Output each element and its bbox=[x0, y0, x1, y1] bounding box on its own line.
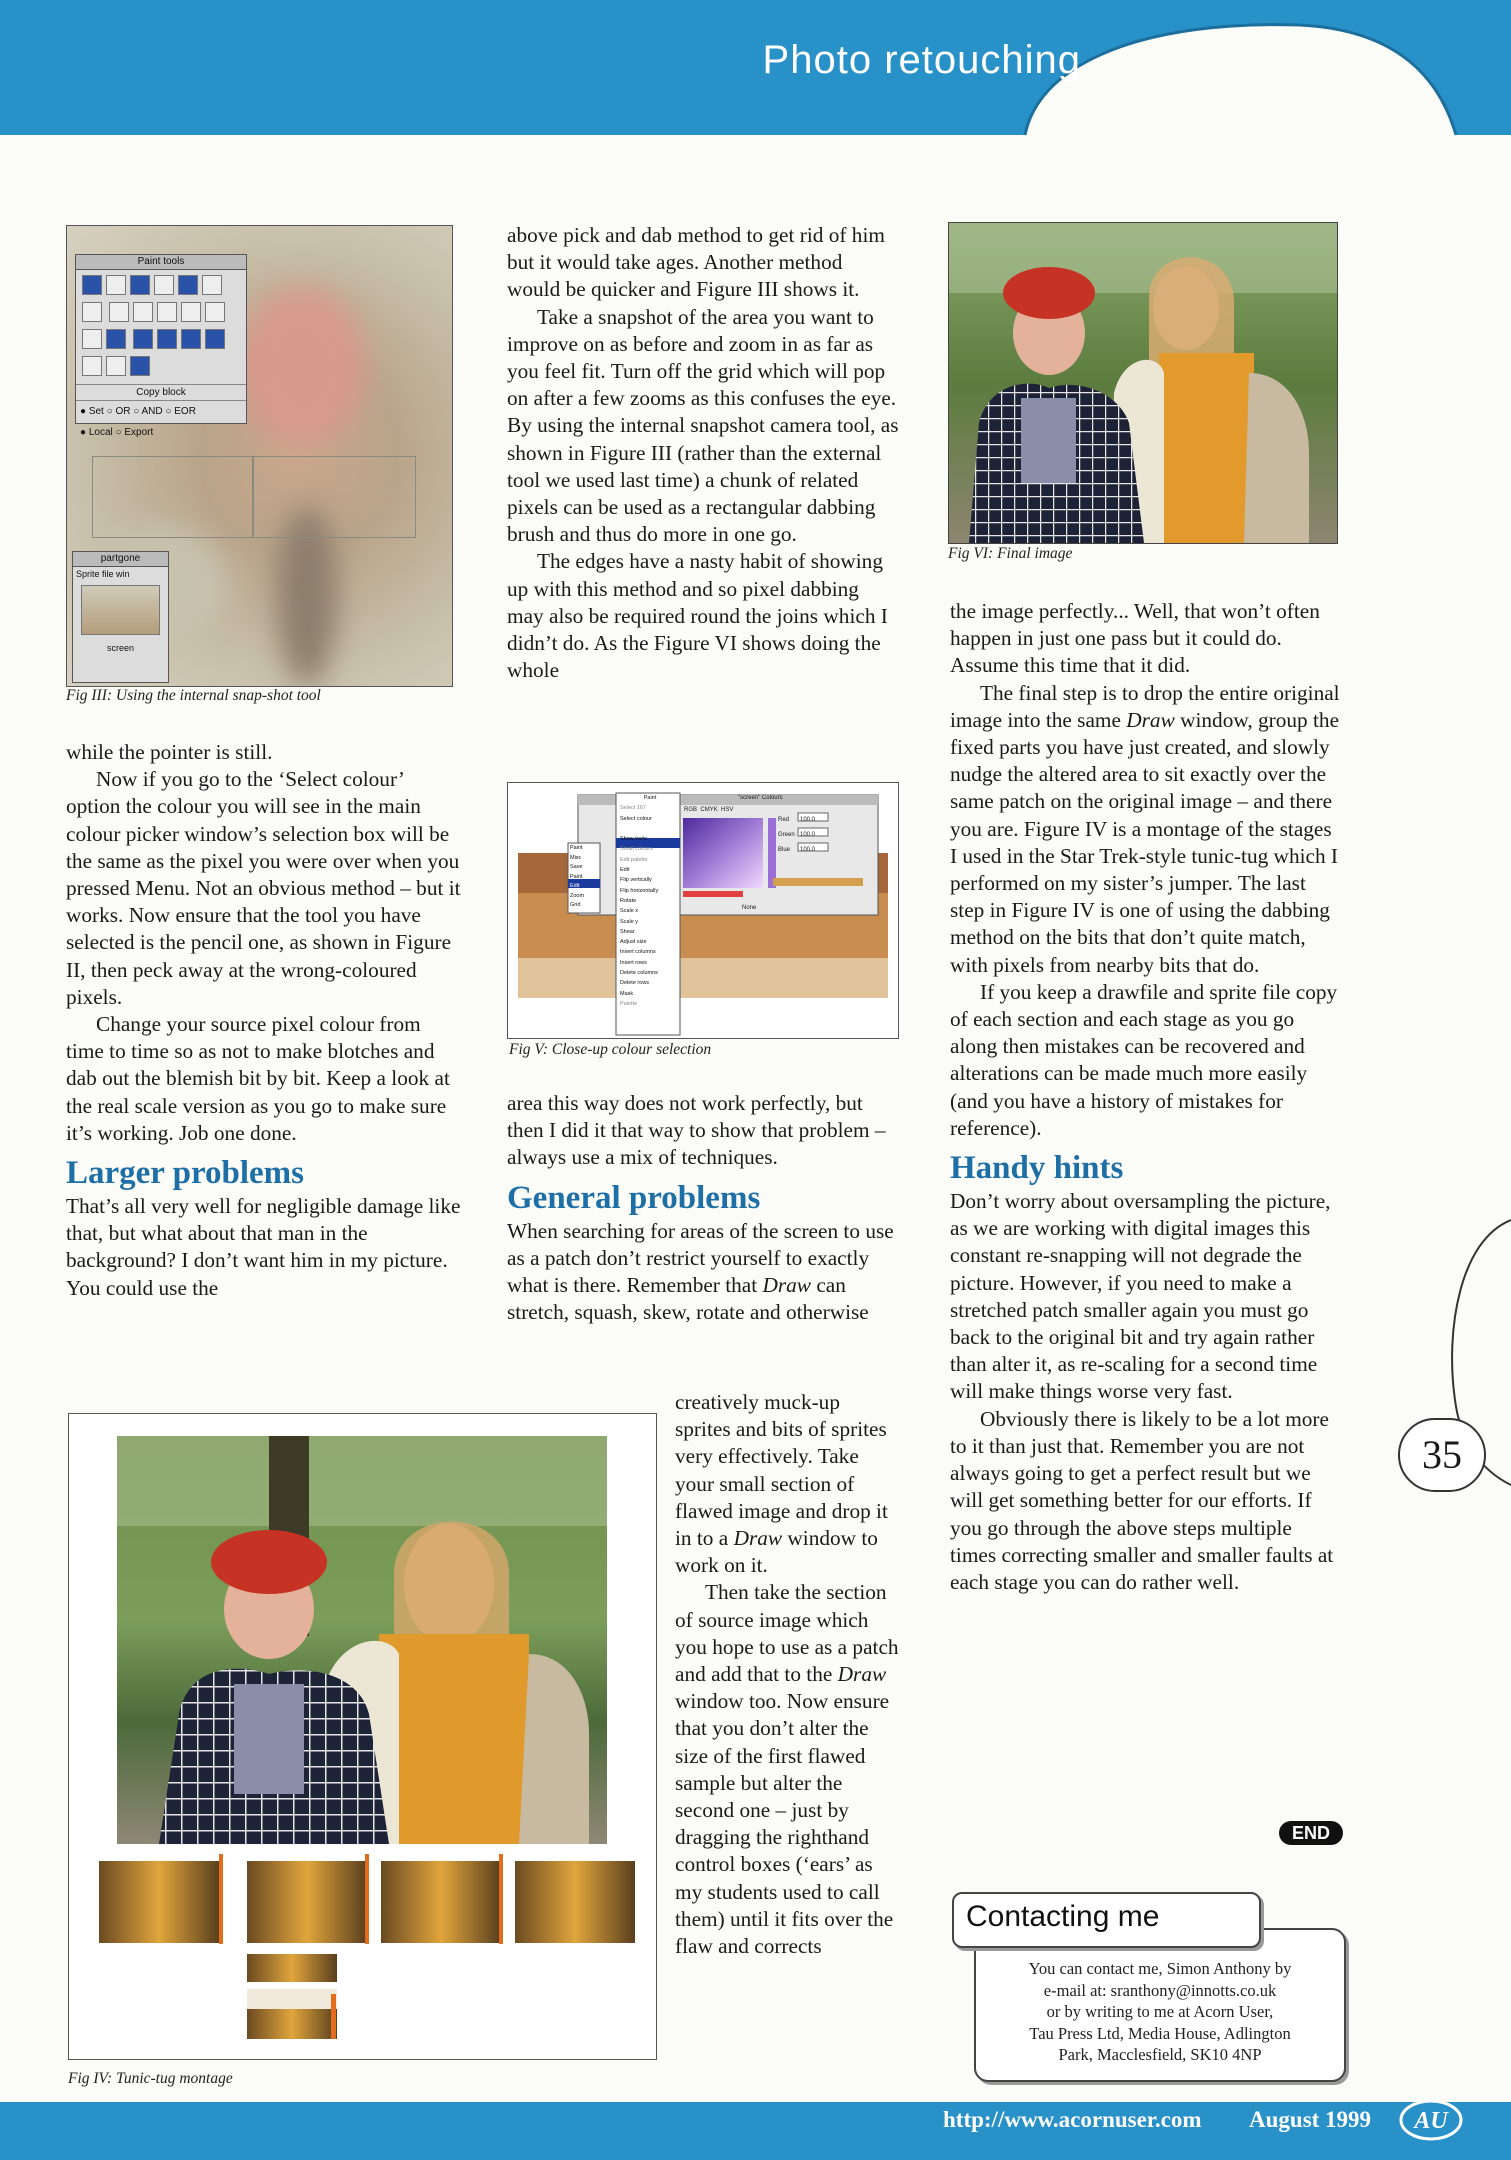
tool-icon bbox=[154, 275, 174, 295]
fig3-snapshot-image bbox=[66, 225, 453, 687]
fig3-caption: Fig III: Using the internal snap-shot tool bbox=[66, 687, 321, 704]
draw-word: Draw bbox=[733, 1526, 783, 1551]
opt-export: Export bbox=[124, 427, 154, 438]
draw-word: Draw bbox=[1126, 707, 1175, 732]
page-number: 35 bbox=[1398, 1418, 1486, 1492]
sprite-window bbox=[72, 551, 169, 683]
heading-general-problems: General problems bbox=[507, 1179, 761, 1216]
menu-item: Rotate bbox=[620, 897, 637, 904]
none-checkbox-label: None bbox=[742, 905, 757, 911]
tool-icon bbox=[82, 302, 102, 322]
paragraph: Change your source pixel colour from time to time so as not to make blotches and dab out the blemish bit by bit. Keep a look at the real scale version as you go to make sure it’s working. Job one done. bbox=[66, 1012, 450, 1145]
menu-item: Paint bbox=[570, 845, 583, 851]
contact-line: Tau Press Ltd, Media House, Adlington bbox=[1029, 2023, 1291, 2043]
opt-cmyk: CMYK bbox=[700, 807, 718, 813]
paragraph bbox=[950, 680, 1340, 979]
opt-and: AND bbox=[141, 406, 163, 417]
tool-icon bbox=[205, 302, 225, 322]
paragraph: Now if you go to the ‘Select colour’ option the colour you will see in the main colour picker window’s selection box will be the same as the pixel you were over when you pressed Menu. Not an obvious method – but it works. Now ensure that the tool you have selected is the pencil one, as shown in Figure II, then peck away at the wrong-coloured pixels. bbox=[66, 767, 461, 1009]
channel-labels bbox=[778, 813, 795, 858]
draw-word: Draw bbox=[837, 1662, 887, 1687]
screen-label: screen bbox=[106, 643, 134, 653]
menu-item: Flip vertically bbox=[620, 877, 652, 884]
paragraph bbox=[675, 1579, 900, 1960]
radio-icon: ○ bbox=[133, 406, 140, 417]
copy-block-label: Copy block bbox=[76, 384, 246, 401]
label-blue: Blue bbox=[778, 847, 791, 853]
menu-item: Small colours bbox=[620, 846, 654, 853]
paragraph-text: can stretch, squash, skew, rotate and otherwise bbox=[507, 1273, 869, 1325]
colours-window-title: "screen" Colours bbox=[738, 795, 783, 801]
tool-icon bbox=[106, 356, 126, 376]
menu-item: Misc bbox=[570, 854, 582, 861]
value-green: 100.0 bbox=[800, 832, 816, 838]
menu-item: Paint bbox=[570, 873, 583, 880]
fig5-left-menu bbox=[570, 844, 584, 911]
fig4-photo bbox=[69, 1414, 656, 2059]
paint-tools-title: Paint tools bbox=[76, 255, 246, 270]
sprite-thumbnail bbox=[81, 585, 160, 635]
paragraph: That’s all very well for negligible damage like that, but what about that man in the background? I don’t want him in my picture. You could use the bbox=[66, 1194, 461, 1300]
fig4-caption: Fig IV: Tunic-tug montage bbox=[68, 2070, 233, 2087]
tool-icon bbox=[130, 356, 150, 376]
footer-url: http://www.acornuser.com bbox=[943, 2107, 1202, 2132]
mode-options bbox=[76, 401, 246, 422]
menu-item: Palette bbox=[620, 1000, 638, 1007]
column-2-mid-text bbox=[507, 1090, 902, 1326]
colour-model-options bbox=[684, 807, 733, 813]
column-2-top-text bbox=[507, 222, 899, 684]
menu-item: Insert rows bbox=[620, 959, 647, 966]
channel-values bbox=[800, 813, 815, 858]
radio-icon: ● bbox=[80, 427, 87, 438]
radio-icon: ○ bbox=[165, 406, 172, 417]
menu-item: Scale x bbox=[620, 908, 639, 915]
fig5-menu bbox=[620, 793, 680, 1009]
menu-item: Show colours bbox=[620, 825, 654, 832]
fig6-photo bbox=[949, 223, 1337, 543]
paragraph-text: window, group the fixed parts you have just created, and slowly nudge the altered area to sit exactly over the same patch on the original image – and there you are. Figure IV is a montage of the stages I used in the Star Trek-style tunic-tug which I performed on my sister’s jumper. The last step in Figure IV is one of using the dabbing method on the bits that don’t quite match, with pixels from nearby bits that do. bbox=[950, 707, 1340, 977]
menu-item: Flip horizontally bbox=[620, 887, 659, 894]
menu-item: Edit bbox=[570, 883, 580, 889]
tool-icon bbox=[205, 329, 225, 349]
draw-word: Draw bbox=[762, 1273, 812, 1298]
paragraph: while the pointer is still. bbox=[66, 740, 273, 764]
menu-item: Delete columns bbox=[620, 970, 658, 977]
paragraph: Obviously there is likely to be a lot more to it than just that. Remember you are not always going to get a perfect result but we will get something better for our efforts. If you go through the above steps multiple times correcting smaller and smaller faults at each stage you can do rather well. bbox=[950, 1406, 1334, 1594]
menu-item: Select 167 bbox=[620, 805, 646, 812]
menu-item: Show tools bbox=[620, 836, 647, 843]
opt-eor: EOR bbox=[174, 406, 196, 417]
value-red: 100.0 bbox=[800, 817, 816, 823]
contact-line: or by writing to me at Acorn User, bbox=[1046, 2002, 1274, 2021]
logo-text: AU bbox=[1414, 2108, 1448, 2134]
tool-icon bbox=[82, 356, 102, 376]
contact-line: You can contact me, Simon Anthony by bbox=[1028, 1959, 1292, 1978]
menu-item: Edit palette bbox=[620, 856, 648, 863]
tool-icon bbox=[133, 329, 153, 349]
paint-tools-window bbox=[75, 254, 247, 438]
tool-icon bbox=[82, 275, 102, 295]
menu-item: Mask bbox=[620, 990, 634, 997]
paragraph: area this way does not work perfectly, but then I did it that way to show that problem – always use a mix of techniques. bbox=[507, 1091, 886, 1170]
paragraph: above pick and dab method to get rid of him but it would take ages. Another method would be quicker and Figure III shows it. bbox=[507, 223, 885, 302]
tool-icon bbox=[181, 302, 201, 322]
paragraph-text: Then take the section of source image which you hope to use as a patch and add that to the bbox=[675, 1580, 899, 1687]
menu-title: Paint bbox=[643, 795, 657, 801]
tool-icon bbox=[130, 275, 150, 295]
paragraph-text: window too. Now ensure that you don’t alter the size of the first flawed sample but alter the second one – just by dragging the righthand control boxes (‘ears’ as my students used to call them) until it fits over the flaw and corrects bbox=[675, 1689, 894, 1959]
fig6-caption: Fig VI: Final image bbox=[948, 545, 1073, 562]
tool-icon bbox=[109, 302, 129, 322]
paragraph-text: creatively muck-up sprites and bits of sprites very effectively. Take your small section of flawed image and drop it in to a bbox=[675, 1390, 888, 1551]
label-red: Red bbox=[778, 817, 790, 823]
menu-item: Select colour bbox=[620, 815, 652, 822]
scope-options bbox=[76, 422, 246, 443]
menu-item: Scale y bbox=[620, 918, 639, 925]
tool-icon bbox=[82, 329, 102, 349]
contact-title: Contacting me bbox=[966, 1900, 1160, 1933]
paragraph: Take a snapshot of the area you want to improve on as before and zoom in as far as you feel fit. Turn off the grid which will pop on after a few zooms as this confuses the eye. By using the internal snapshot camera tool, as shown in Figure III (rather than the external tool we used last time) a chunk of related pixels can be used as a rectangular dabbing brush and thus do more in one go. bbox=[507, 304, 899, 547]
contact-line: Park, Macclesfield, SK10 4NP bbox=[1058, 2045, 1262, 2064]
footer-date: August 1999 bbox=[1249, 2107, 1372, 2132]
fig4-montage bbox=[68, 1413, 657, 2060]
menu-item: Shear bbox=[620, 928, 635, 935]
opt-local: Local bbox=[88, 427, 113, 438]
heading-larger-problems: Larger problems bbox=[66, 1155, 305, 1192]
paragraph: the image perfectly... Well, that won’t often happen in just one pass but it could do. Assume this time that it did. bbox=[950, 599, 1320, 678]
paragraph: The edges have a nasty habit of showing up with this method and so pixel dabbing may also be required round the joins which I didn’t do. As the Figure VI shows doing the whole bbox=[507, 549, 888, 683]
heading-handy-hints: Handy hints bbox=[950, 1150, 1124, 1187]
menu-item: Adjust size bbox=[620, 939, 647, 946]
tool-icon bbox=[106, 275, 126, 295]
fig6-final-image bbox=[948, 222, 1338, 544]
radio-icon: ○ bbox=[106, 406, 113, 417]
label-green: Green bbox=[778, 832, 795, 838]
fig5-caption: Fig V: Close-up colour selection bbox=[509, 1041, 712, 1058]
paragraph: If you keep a drawfile and sprite file copy of each section and each stage as you go along then mistakes can be recovered and alterations can be made much more easily (and you have a history of mistakes for reference). bbox=[950, 979, 1338, 1140]
end-badge: END bbox=[1279, 1821, 1343, 1845]
paragraph-text: The final step is to drop the entire original image into the same bbox=[950, 680, 1340, 732]
sprite-file-label: Sprite file win bbox=[76, 569, 130, 579]
opt-set: Set bbox=[88, 406, 104, 417]
tool-icon bbox=[178, 275, 198, 295]
section-title: Photo retouching bbox=[762, 38, 1081, 82]
menu-item: Delete rows bbox=[620, 980, 650, 987]
menu-item: Insert columns bbox=[620, 949, 656, 956]
contact-body bbox=[990, 1958, 1330, 2066]
header-swoosh bbox=[0, 0, 1511, 140]
value-blue: 100.0 bbox=[800, 847, 816, 853]
tool-icon bbox=[106, 329, 126, 349]
radio-icon: ○ bbox=[115, 427, 122, 438]
opt-or: OR bbox=[115, 406, 131, 417]
radio-icon: ● bbox=[80, 406, 87, 417]
tool-icon bbox=[202, 275, 222, 295]
menu-item: Zoom bbox=[570, 892, 585, 899]
acorn-user-logo bbox=[1398, 2094, 1464, 2142]
fig5-screenshot bbox=[508, 783, 898, 1038]
column-3-text bbox=[950, 598, 1340, 1596]
tool-icon bbox=[181, 329, 201, 349]
paragraph: Don’t worry about oversampling the picture, as we are working with digital images this constant re-snapping will not degrade the picture. However, if you need to make a stretched patch smaller again you must go back to the original bit and try again rather than alter it, as re-scaling for a second time will make things worse very fast. bbox=[950, 1189, 1331, 1404]
column-1-text bbox=[66, 739, 461, 1302]
sprite-window-title: partgone bbox=[73, 552, 168, 567]
opt-hsv: HSV bbox=[721, 807, 734, 813]
opt-rgb: RGB bbox=[684, 807, 698, 813]
paragraph bbox=[675, 1389, 900, 1579]
tool-icon bbox=[157, 329, 177, 349]
paragraph-text: window to work on it. bbox=[675, 1526, 878, 1578]
menu-item: Grid bbox=[570, 902, 581, 908]
menu-item: Edit bbox=[620, 867, 630, 874]
column-2-narrow-text bbox=[675, 1389, 900, 1960]
tool-icon bbox=[157, 302, 177, 322]
fig5-colour-selection bbox=[507, 782, 899, 1039]
tool-icon bbox=[133, 302, 153, 322]
contact-email: e-mail at: sranthony@innotts.co.uk bbox=[1043, 1980, 1277, 2000]
menu-item: Save bbox=[570, 864, 583, 870]
paragraph bbox=[507, 1218, 902, 1327]
paragraph-text: When searching for areas of the screen to use as a patch don’t restrict yourself to exactly what is there. Remember that bbox=[507, 1218, 894, 1298]
